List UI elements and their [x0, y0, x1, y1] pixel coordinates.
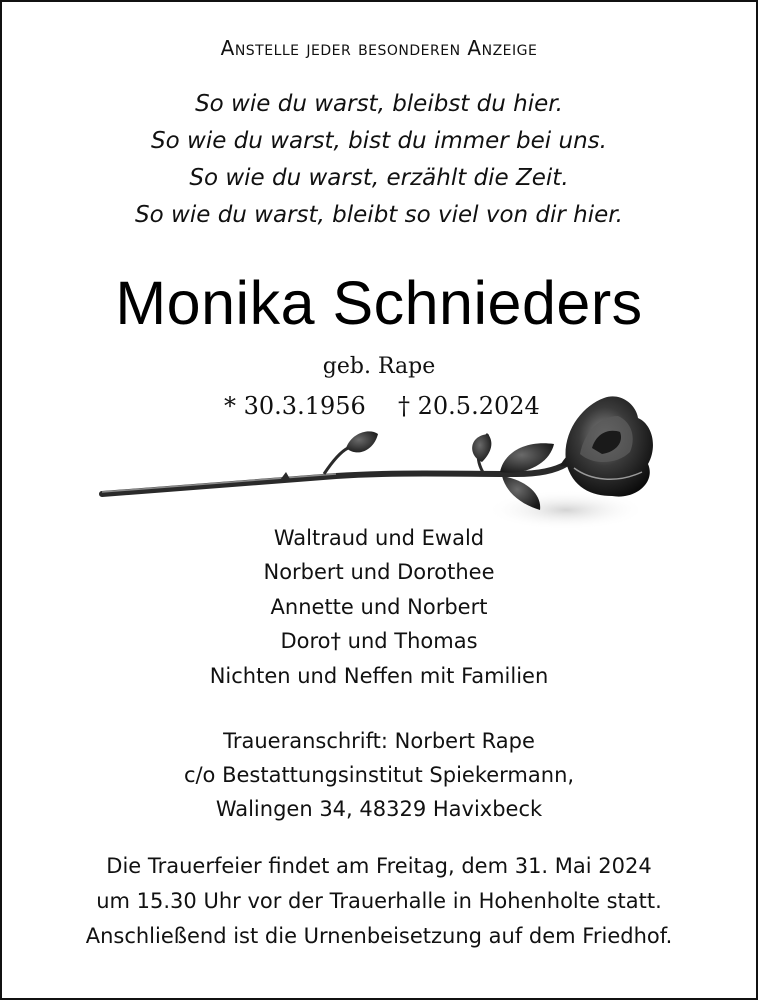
mourner-line: Waltraud und Ewald: [273, 526, 485, 550]
mourner-line: Annette und Norbert: [270, 595, 488, 619]
mourner-line: Norbert und Dorothee: [263, 560, 495, 584]
address-line: Walingen 34, 48329 Havixbeck: [215, 797, 543, 821]
ceremony-line: Anschließend ist die Urnenbeisetzung auf dem Friedhof.: [85, 924, 673, 948]
notice-header: Anstelle jeder besonderen Anzeige: [220, 36, 538, 60]
deceased-name: Monika Schnieders: [115, 269, 643, 337]
address-line: Traueranschrift: Norbert Rape: [223, 729, 535, 753]
birth-date: * 30.3.1956: [224, 392, 366, 420]
ceremony-line: um 15.30 Uhr vor der Trauerhalle in Hohenholte statt.: [96, 889, 662, 913]
mourner-line: Doro† und Thomas: [280, 629, 478, 653]
verse-line: So wie du warst, bleibst du hier.: [195, 91, 563, 117]
mourner-line: Nichten und Neffen mit Familien: [209, 664, 549, 688]
maiden-name: geb. Rape: [322, 354, 436, 379]
ceremony-line: Die Trauerfeier findet am Freitag, dem 31. Mai 2024: [106, 854, 652, 878]
address-line: c/o Bestattungsinstitut Spiekermann,: [183, 763, 575, 787]
verse-line: So wie du warst, erzählt die Zeit.: [189, 165, 569, 191]
verse-line: So wie du warst, bleibt so viel von dir hier.: [135, 202, 623, 228]
rose-icon: [96, 392, 656, 532]
death-date: † 20.5.2024: [398, 392, 540, 420]
verse-line: So wie du warst, bist du immer bei uns.: [151, 128, 607, 154]
